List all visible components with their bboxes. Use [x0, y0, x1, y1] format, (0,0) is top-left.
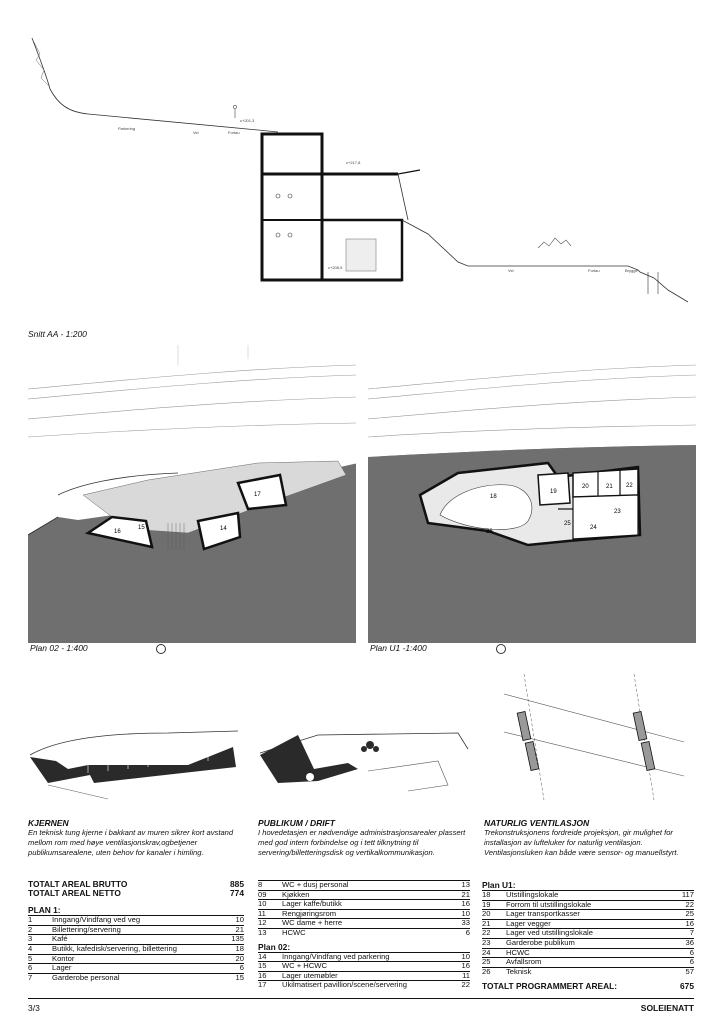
- room-area: 22: [448, 981, 470, 990]
- room-area: 36: [672, 938, 694, 948]
- room-name: HCWC: [282, 928, 448, 937]
- room-name: Kafé: [52, 935, 222, 945]
- paragraph-publikum: I hovedetasjen er nødvendige administrasjonsarealer plassert med god intern forbindelse og i tett tilknytning til servering/billetteringsdisk og vertikalkommunikasjon.: [258, 828, 466, 857]
- area-column-1: [28, 880, 244, 982]
- total-brutto-value: 885: [230, 879, 244, 889]
- room-number: 19: [482, 900, 506, 910]
- paragraph-kjernen: En teknisk tung kjerne i bakkant av muren sikrer kort avstand mellom rom med høye ventilasjonskrav,ogbetjener publikumsarealene, uten behov for kanaler i himling.: [28, 828, 234, 857]
- room-name: WC dame + herre: [282, 919, 448, 929]
- north-arrow-icon: [156, 644, 166, 654]
- room-name: Garderobe publikum: [506, 938, 672, 948]
- plan02-room-label: 15: [138, 525, 145, 531]
- planu1-room-label: 18: [490, 494, 497, 500]
- area-column-2: [258, 880, 470, 990]
- total-brutto-label: TOTALT AREAL BRUTTO: [28, 879, 128, 889]
- room-number: 22: [482, 929, 506, 939]
- section-label-vei: Vei: [193, 130, 199, 135]
- area-row: [482, 967, 694, 976]
- section-label-fortau-2: Fortau: [588, 268, 600, 273]
- area-row: [258, 981, 470, 990]
- room-number: 8: [258, 881, 282, 891]
- room-area: 13: [448, 881, 470, 891]
- room-name: Ukilmatisert pavillion/scene/servering: [282, 981, 448, 990]
- room-area: 16: [448, 962, 470, 972]
- area-row: [28, 964, 244, 974]
- room-number: 14: [258, 952, 282, 962]
- room-number: 15: [258, 962, 282, 972]
- area-row: [482, 891, 694, 901]
- diagram-kjernen: [28, 725, 246, 803]
- room-name: Forrom til utstillingslokale: [506, 900, 672, 910]
- section-label-fortau: Fortau: [228, 130, 240, 135]
- room-number: 4: [28, 944, 52, 954]
- planu1-room-label: 19: [550, 489, 557, 495]
- plan-02-drawing: [28, 345, 356, 643]
- room-name: WC + dusj personal: [282, 881, 448, 891]
- room-number: 3: [28, 935, 52, 945]
- room-number: 5: [28, 954, 52, 964]
- planu1-room-label: 23: [614, 509, 621, 515]
- room-number: 12: [258, 919, 282, 929]
- plan02-room-label: 16: [114, 529, 121, 535]
- area-row: [28, 916, 244, 926]
- area-row: [258, 928, 470, 937]
- paragraph-ventilasjon: Trekonstruksjonens fordreide projeksjon, gir mulighet for installasjon av lufteluker for naturlig ventilasjon. Ventilasjonsluken kan både være sensor- og manuellstyrt.: [484, 828, 679, 857]
- plan-u1-drawing: [368, 345, 696, 643]
- plan02-title: Plan 02:: [258, 941, 291, 952]
- room-name: Inngang/Vindfang ved veg: [52, 916, 222, 926]
- room-area: 117: [672, 891, 694, 901]
- planu1-title: Plan U1:: [482, 880, 516, 890]
- room-name: Kjøkken: [282, 890, 448, 900]
- room-area: 10: [222, 916, 244, 926]
- section-drawing: [28, 34, 698, 324]
- total-programmert-value: 675: [680, 981, 694, 992]
- room-area: 16: [448, 900, 470, 910]
- caption-section: Snitt AA - 1:200: [28, 329, 87, 339]
- room-area: 18: [222, 944, 244, 954]
- text-kjernen: [28, 818, 246, 858]
- planu1-room-label: 22: [626, 483, 633, 489]
- caption-plan-02: Plan 02 - 1:400: [30, 643, 88, 653]
- page-number: 3/3: [28, 1003, 40, 1013]
- section-label-level-mid: c+217,8: [346, 160, 361, 165]
- room-number: 09: [258, 890, 282, 900]
- planu1-room-label: 21: [606, 484, 613, 490]
- room-name: Lager utemøbler: [282, 971, 448, 981]
- person-figure: [233, 105, 236, 118]
- diagram-ventilasjon: [484, 672, 694, 802]
- room-number: 6: [28, 964, 52, 974]
- heading-kjernen: KJERNEN: [28, 818, 69, 828]
- room-name: Lager transportkasser: [506, 910, 672, 920]
- room-number: 20: [482, 910, 506, 920]
- total-netto-label: TOTALT AREAL NETTO: [28, 887, 121, 898]
- room-area: 25: [672, 910, 694, 920]
- room-area: 21: [222, 925, 244, 935]
- north-arrow-icon: [496, 644, 506, 654]
- room-name: Avfallsrom: [506, 958, 672, 968]
- planu1-table: [482, 890, 694, 976]
- room-number: 11: [258, 909, 282, 919]
- people-icon: [361, 741, 379, 752]
- plan1-title: PLAN 1:: [28, 905, 61, 916]
- room-area: 15: [222, 973, 244, 982]
- room-number: 23: [482, 938, 506, 948]
- room-area: 10: [448, 952, 470, 962]
- room-area: 135: [222, 935, 244, 945]
- room-area: 11: [448, 971, 470, 981]
- room-number: 1: [28, 916, 52, 926]
- room-number: 21: [482, 919, 506, 929]
- room-name: WC + HCWC: [282, 962, 448, 972]
- room-area: 6: [222, 964, 244, 974]
- room-number: 25: [482, 958, 506, 968]
- plan02-room-label: 14: [220, 526, 227, 532]
- section-label-level-low: c+208,5: [328, 265, 343, 270]
- room-number: 13: [258, 928, 282, 937]
- area-row: [28, 944, 244, 954]
- text-ventilasjon: [484, 818, 694, 858]
- room-area: 7: [672, 929, 694, 939]
- room-number: 2: [28, 925, 52, 935]
- room-number: 24: [482, 948, 506, 958]
- area-row: [258, 881, 470, 891]
- room-name: Inngang/Vindfang ved parkering: [282, 952, 448, 962]
- room-number: 26: [482, 967, 506, 976]
- room-name: Lager vegger: [506, 919, 672, 929]
- room-number: 10: [258, 900, 282, 910]
- total-programmert-label: TOTALT PROGRAMMERT AREAL:: [482, 981, 618, 992]
- room-area: 10: [448, 909, 470, 919]
- section-label-parkering: Parkering: [118, 126, 136, 131]
- text-publikum: [258, 818, 474, 858]
- plan02-table: [258, 952, 470, 990]
- col2-table: [258, 880, 470, 938]
- area-row: [482, 910, 694, 920]
- room-name: Utstillingslokale: [506, 891, 672, 901]
- total-netto-value: 774: [230, 887, 244, 898]
- project-name: SOLEIENATT: [640, 1003, 694, 1013]
- area-row: [258, 900, 470, 910]
- planu1-room-label: 24: [590, 525, 597, 531]
- gear-icon: [306, 773, 314, 781]
- room-number: 16: [258, 971, 282, 981]
- room-area: 21: [448, 890, 470, 900]
- room-number: 17: [258, 981, 282, 990]
- room-area: 22: [672, 900, 694, 910]
- planu1-room-label: 26: [486, 529, 493, 535]
- room-number: 7: [28, 973, 52, 982]
- room-area: 6: [448, 928, 470, 937]
- room-name: HCWC: [506, 948, 672, 958]
- planu1-room-label: 20: [582, 484, 589, 490]
- room-area: 6: [672, 948, 694, 958]
- caption-plan-u1: Plan U1 -1:400: [370, 643, 427, 653]
- room-name: Garderobe personal: [52, 973, 222, 982]
- plan1-table: [28, 915, 244, 982]
- room-name: Butikk, kafedisk/servering, billettering: [52, 944, 222, 954]
- room-name: Kontor: [52, 954, 222, 964]
- section-label-level-top: c+201,3: [240, 118, 255, 123]
- area-row: [482, 938, 694, 948]
- area-row: [482, 958, 694, 968]
- room-area: 6: [672, 958, 694, 968]
- room-area: 20: [222, 954, 244, 964]
- room-number: 18: [482, 891, 506, 901]
- section-label-vei-2: Vei: [508, 268, 514, 273]
- room-name: Lager ved utstillingslokale: [506, 929, 672, 939]
- area-row: [28, 973, 244, 982]
- diagram-publikum: [258, 725, 476, 803]
- area-row: [258, 962, 470, 972]
- room-name: Lager kaffe/butikk: [282, 900, 448, 910]
- planu1-room-label: 25: [564, 521, 571, 527]
- room-name: Teknisk: [506, 967, 672, 976]
- room-name: Rengjøringsrom: [282, 909, 448, 919]
- section-label-brygge: Brygge: [625, 268, 638, 273]
- heading-ventilasjon: NATURLIG VENTILASJON: [484, 818, 590, 828]
- heading-publikum: PUBLIKUM / DRIFT: [258, 818, 335, 828]
- room-area: 57: [672, 967, 694, 976]
- room-area: 33: [448, 919, 470, 929]
- room-name: Billettering/servering: [52, 925, 222, 935]
- plan02-room-label: 17: [254, 492, 261, 498]
- room-name: Lager: [52, 964, 222, 974]
- area-column-3: [482, 880, 694, 991]
- room-area: 16: [672, 919, 694, 929]
